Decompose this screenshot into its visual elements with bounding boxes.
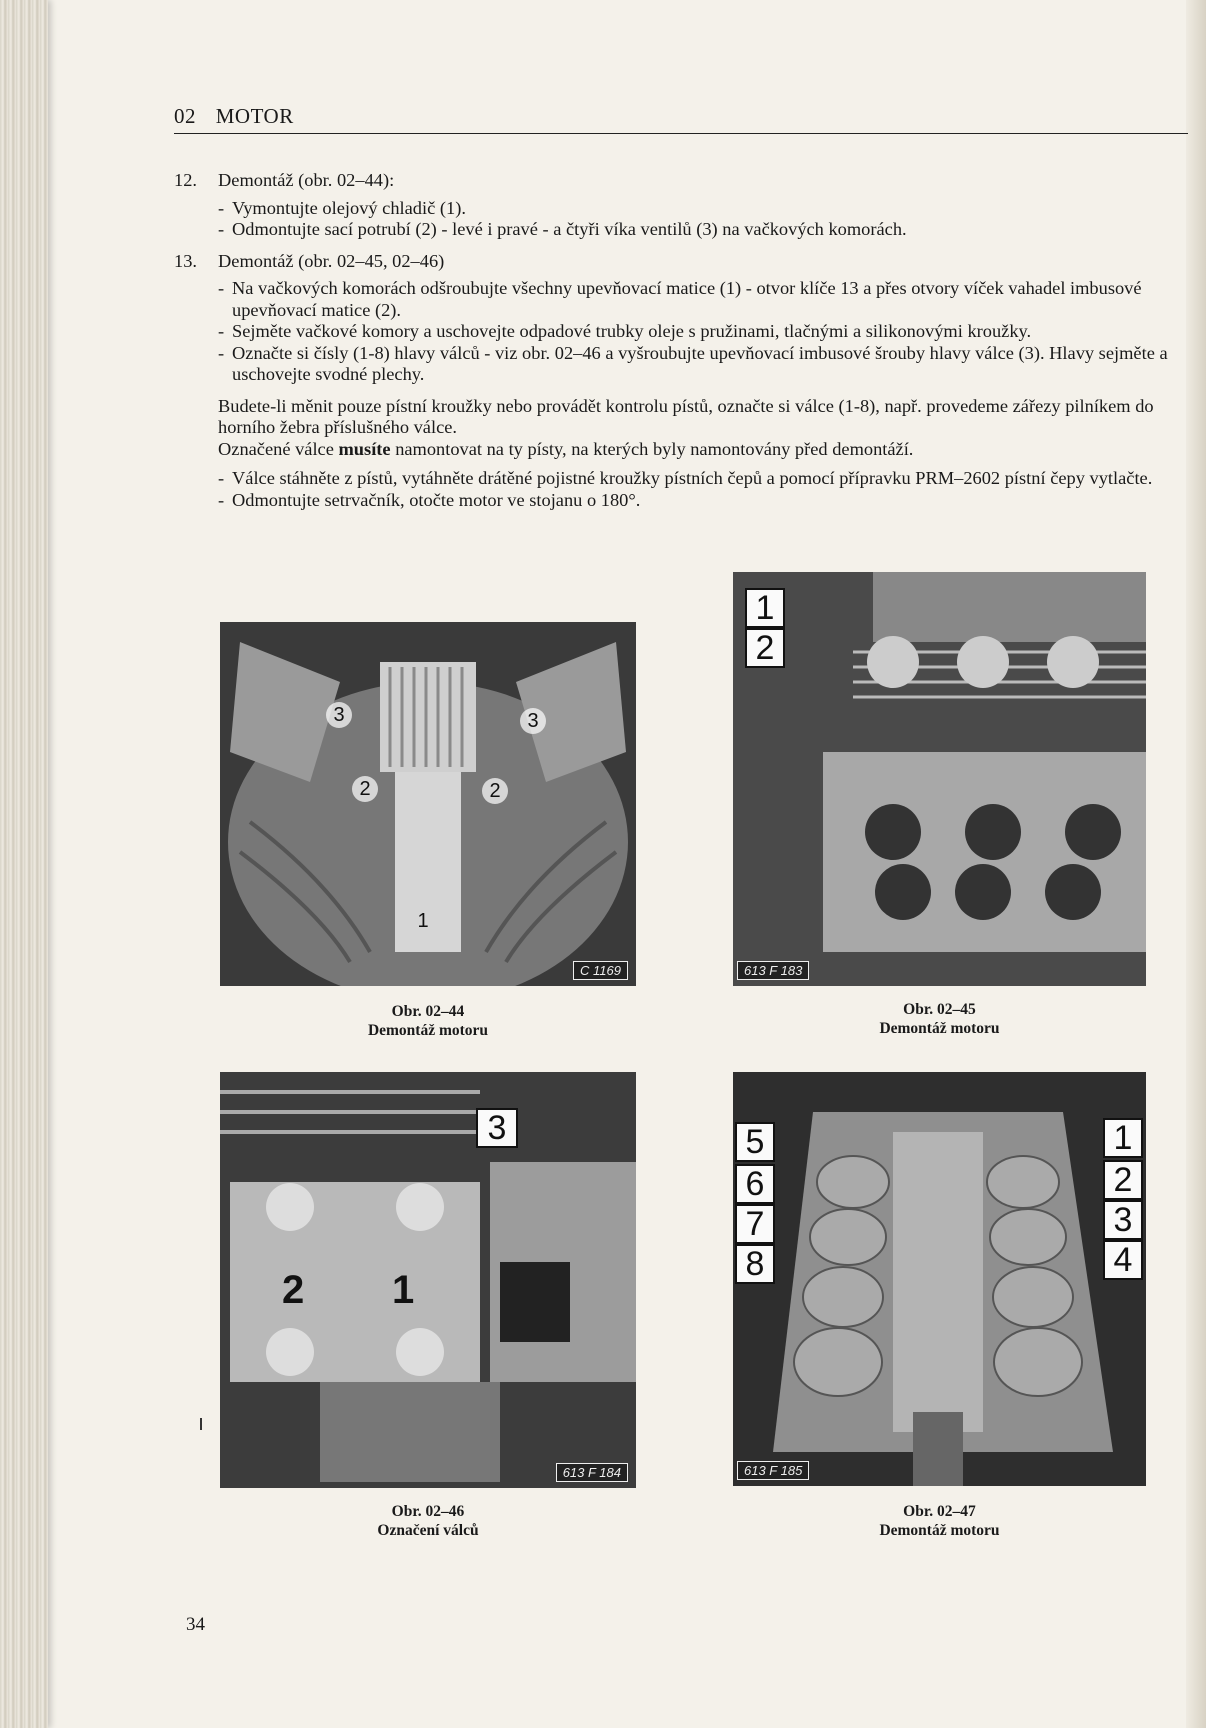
figure-label: Obr. 02–44 <box>391 1003 465 1020</box>
callout-3-left: 3 <box>326 702 352 728</box>
engine-block-photo <box>733 1072 1146 1486</box>
callout-3: 3 <box>1103 1200 1143 1240</box>
figure-02-46-caption <box>220 1502 636 1540</box>
cylinder-heads-photo <box>733 572 1146 986</box>
callout-8: 8 <box>735 1244 775 1284</box>
section-number: 12. <box>174 170 197 190</box>
section-number: 13. <box>174 250 197 271</box>
callout-3: 3 <box>476 1108 518 1148</box>
figure-code: 613 F 184 <box>556 1463 628 1482</box>
callout-1: 1 <box>1103 1118 1143 1158</box>
margin-mark <box>200 1418 202 1430</box>
section-12 <box>174 170 1190 192</box>
figure-caption: Demontáž motoru <box>879 1020 1000 1037</box>
paragraph: Budete-li měnit pouze pístní kroužky nebo provádět kontrolu pístů, označte si válce (1-8), např. provedeme zářezy pilníkem do horního žebra příslušného válce. <box>218 395 1154 437</box>
figure-caption: Demontáž motoru <box>879 1522 1000 1539</box>
chapter-title: MOTOR <box>215 104 294 128</box>
list-item: - Vymontujte olejový chladič (1). <box>218 197 466 218</box>
figure-code: 613 F 183 <box>737 961 809 980</box>
figure-label: Obr. 02–47 <box>903 1503 976 1520</box>
figure-02-47-photo <box>733 1072 1146 1486</box>
figure-caption: Označení válců <box>377 1522 479 1539</box>
callout-6: 6 <box>735 1164 775 1204</box>
emphasis: musíte <box>338 438 391 459</box>
list-item: - Na vačkových komorách odšroubujte všechny upevňovací matice (1) - otvor klíče 13 a přes otvory víček vahadel imbusové upevňovací matice (2). <box>218 278 1142 320</box>
page-number: 34 <box>186 1614 205 1635</box>
callout-1: 1 <box>392 1268 415 1312</box>
figure-02-45-caption <box>733 1000 1146 1038</box>
figure-code: 613 F 185 <box>737 1461 809 1480</box>
callout-1: 1 <box>417 910 429 932</box>
section-heading: Demontáž (obr. 02–45, 02–46) <box>218 250 445 271</box>
page-header <box>174 104 1188 134</box>
callout-3-right: 3 <box>520 708 546 734</box>
figure-label: Obr. 02–45 <box>903 1001 976 1018</box>
list-item: - Válce stáhněte z pístů, vytáhněte drátěné pojistné kroužky pístních čepů a pomocí přípravku PRM–2602 pístní čepy vytlačte. <box>218 468 1153 488</box>
callout-2-left: 2 <box>352 776 378 802</box>
figure-code: C 1169 <box>573 961 628 980</box>
callout-2-right: 2 <box>482 778 508 804</box>
figure-label: Obr. 02–46 <box>391 1503 465 1520</box>
callout-4: 4 <box>1103 1240 1143 1280</box>
section-12-items <box>174 198 1190 241</box>
chapter-number: 02 <box>174 104 196 128</box>
callout-5: 5 <box>735 1122 775 1162</box>
figure-02-45-photo <box>733 572 1146 986</box>
book-page-edge <box>0 0 48 1728</box>
body-text <box>174 170 1190 511</box>
figure-02-47-caption <box>733 1502 1146 1540</box>
figure-caption: Demontáž motoru <box>367 1022 489 1039</box>
callout-2: 2 <box>282 1268 305 1312</box>
figure-02-44-photo <box>220 622 636 986</box>
note: Označené válce musíte namontovat na ty písty, na kterých byly namontovány před demontáží. <box>218 438 914 459</box>
list-item: - Odmontujte sací potrubí (2) - levé i pravé - a čtyři víka ventilů (3) na vačkových komorách. <box>218 219 907 239</box>
figure-02-44-caption <box>220 1002 636 1040</box>
section-heading: Demontáž (obr. 02–44): <box>218 170 395 190</box>
section-13 <box>174 251 1190 273</box>
callout-2: 2 <box>745 628 785 668</box>
section-13-items <box>174 278 1190 511</box>
list-item: - Označte si čísly (1-8) hlavy válců - viz obr. 02–46 a vyšroubujte upevňovací imbusové šrouby hlavy válce (3). Hlavy sejměte a uschovejte svodné plechy. <box>218 342 1168 384</box>
list-item: - Sejměte vačkové komory a uschovejte odpadové trubky oleje s pružinami, tlačnými a silikonovými kroužky. <box>218 321 1032 341</box>
callout-7: 7 <box>735 1204 775 1244</box>
figure-02-46-photo <box>220 1072 636 1488</box>
callout-2: 2 <box>1103 1160 1143 1200</box>
callout-1: 1 <box>745 588 785 628</box>
list-item: - Odmontujte setrvačník, otočte motor ve stojanu o 180°. <box>218 489 641 510</box>
